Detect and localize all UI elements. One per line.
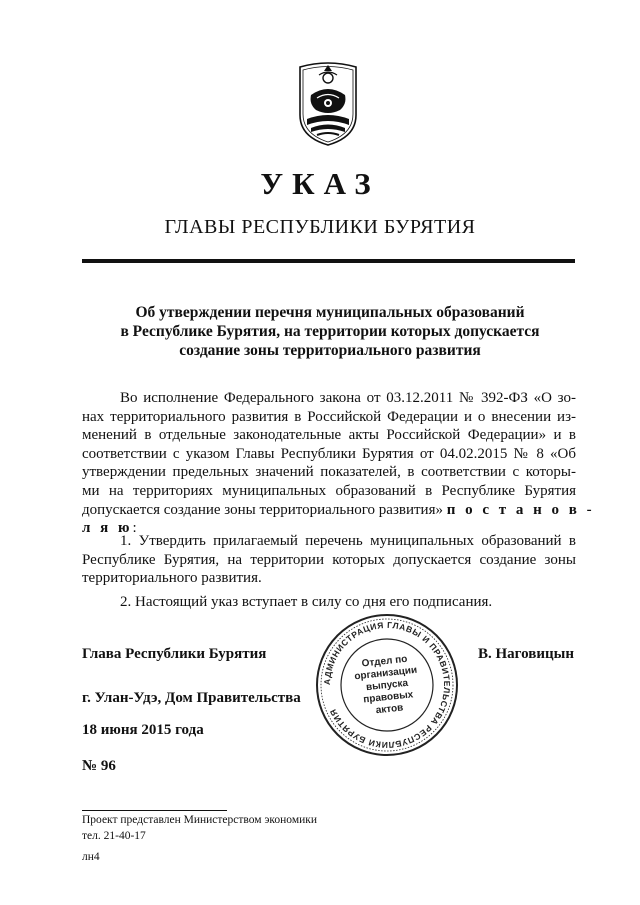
heading-line: в Республике Бурятия, на территории которых допускается bbox=[120, 323, 540, 340]
signing-place: г. Улан-Удэ, Дом Правительства bbox=[82, 690, 301, 706]
stamp-inner-line: Отдел по bbox=[361, 653, 408, 670]
stamp-inner-line: организации bbox=[353, 664, 418, 683]
header-divider bbox=[82, 259, 575, 263]
decree-word: л я ю bbox=[82, 520, 133, 537]
item-1-line: 1. Утвердить прилагаемый перечень муниципальных образований в bbox=[120, 533, 576, 549]
preamble-line: утверждении предельных значений показателей, в соответствии с которы- bbox=[82, 464, 576, 481]
preamble-paragraph bbox=[82, 389, 595, 538]
preamble-line: Во исполнение Федерального закона от 03.12.2011 № 392-ФЗ «О зо- bbox=[120, 390, 576, 406]
preamble-line: менений в отдельные законодательные акты Российской Федерации» и в bbox=[82, 427, 576, 444]
stamp-inner-line: правовых bbox=[362, 689, 414, 706]
item-1-line: территориального развития. bbox=[82, 570, 262, 587]
preamble-line: соответствии с указом Главы Республики Бурятия от 04.02.2015 № 8 «Об bbox=[82, 445, 576, 462]
item-1-paragraph bbox=[82, 532, 576, 588]
stamp-inner-line: актов bbox=[375, 702, 404, 717]
official-stamp bbox=[312, 610, 462, 760]
signing-date: 18 июня 2015 года bbox=[82, 722, 204, 738]
item-1-line: Республике Бурятия, на территории которых допускается создание зоны bbox=[82, 551, 576, 568]
heading-line: создание зоны территориального развития bbox=[179, 342, 481, 359]
coat-of-arms-emblem bbox=[297, 57, 359, 147]
signatory-position: Глава Республики Бурятия bbox=[82, 646, 267, 662]
decree-subtitle: ГЛАВЫ РЕСПУБЛИКИ БУРЯТИЯ bbox=[164, 216, 476, 238]
decree-title: УКАЗ bbox=[260, 166, 380, 201]
document-heading bbox=[80, 303, 580, 360]
heading-line: Об утверждении перечня муниципальных образований bbox=[135, 304, 525, 321]
stamp-inner-line: выпуска bbox=[365, 677, 409, 694]
decree-number: № 96 bbox=[82, 758, 116, 774]
preamble-line-with-decree-word bbox=[82, 501, 595, 520]
item-2-line: 2. Настоящий указ вступает в силу со дня его подписания. bbox=[120, 594, 493, 610]
decree-word: п о с т а н о в - bbox=[446, 501, 595, 518]
preamble-line: допускается создание зоны территориального развития» bbox=[82, 501, 443, 518]
stamp-outer-text: АДМИНИСТРАЦИЯ ГЛАВЫ И ПРАВИТЕЛЬСТВА РЕСПУБЛИКИ БУРЯТИЯ bbox=[321, 619, 453, 751]
preamble-line: ми на территориях муниципальных образований в Республике Бурятия bbox=[82, 482, 576, 499]
footnote-project: Проект представлен Министерством экономики bbox=[82, 814, 318, 826]
item-2-paragraph bbox=[82, 593, 576, 612]
footnote-phone: тел. 21-40-17 bbox=[82, 830, 146, 842]
decree-word-colon: : bbox=[132, 520, 137, 537]
footnote-divider bbox=[82, 810, 227, 811]
signatory-name: В. Наговицын bbox=[478, 646, 574, 662]
footnote-code: лн4 bbox=[82, 851, 100, 863]
preamble-line: нах территориального развития в Российской Федерации и о внесении из- bbox=[82, 408, 576, 425]
